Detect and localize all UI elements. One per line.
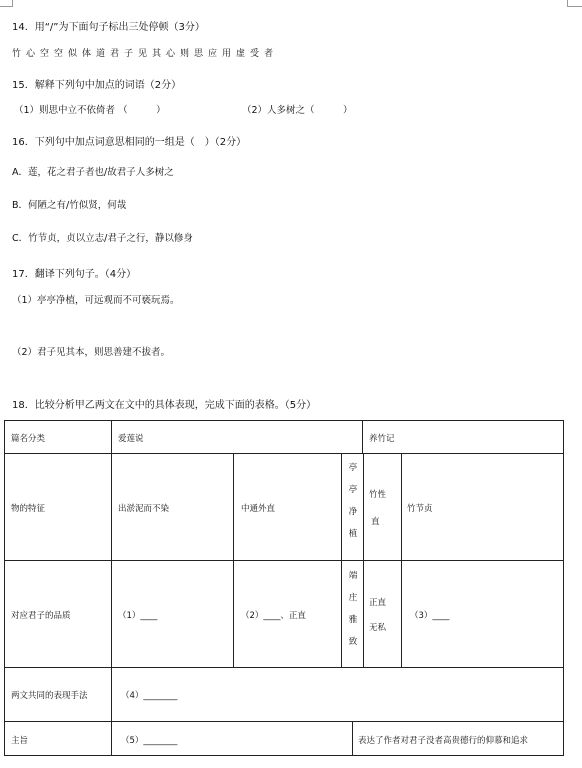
question-17-title: 17．翻译下列句子。（4分）	[12, 269, 137, 280]
table-cell-blank-3[interactable]: （3）____	[410, 611, 450, 621]
vertical-char: 植	[348, 529, 358, 539]
table-cell-blank-4[interactable]: （4）________	[121, 691, 178, 701]
vertical-char: 雅	[348, 615, 358, 625]
table-cell-theme-label: 主旨	[11, 736, 29, 746]
table-row-divider	[5, 453, 563, 454]
table-cell-lotus-feature-3-vertical	[345, 457, 361, 545]
question-16-option-a: A．莲，花之君子者也/故君子人多树之	[12, 167, 174, 178]
table-cell-technique-label: 两文共同的表现手法	[11, 691, 88, 701]
table-col-divider	[401, 453, 402, 667]
question-14-sentence: 竹心空空似体道君子见其心则思应用虚受者	[12, 49, 279, 59]
table-cell-lotus-feature-1: 出淤泥而不染	[118, 504, 170, 514]
table-cell-blank-1[interactable]: （1）____	[118, 611, 158, 621]
table-col-divider	[363, 453, 364, 667]
table-cell-lotus-feature-2: 中通外直	[241, 504, 276, 514]
question-17-item-1: （1）亭亭净植，可远观而不可亵玩焉。	[12, 295, 180, 306]
vertical-char: 端	[348, 571, 358, 581]
comparison-table	[4, 420, 564, 756]
question-17-item-2: （2）君子见其本，则思善建不拔者。	[12, 347, 171, 358]
question-15-item-2: （2）人多树之（ ）	[242, 105, 353, 116]
vertical-char: 致	[348, 637, 358, 647]
table-cell-bamboo-feature-2: 竹节贞	[407, 504, 433, 514]
table-cell-blank-2[interactable]: （2）____、正直	[241, 611, 306, 621]
question-15-title: 15．解释下列句中加点的词语（2分）	[12, 80, 182, 91]
page-corner-mark-left	[0, 0, 13, 7]
table-cell-bamboo-quality-1: 正直	[369, 598, 387, 608]
table-cell-yangzhuji: 养竹记	[369, 434, 395, 444]
table-col-divider	[362, 421, 363, 453]
page-corner-mark-right	[567, 0, 582, 7]
table-row-divider	[5, 667, 563, 668]
table-cell-bamboo-quality-2: 无私	[369, 623, 387, 633]
table-cell-quality-vertical	[345, 565, 361, 653]
question-16-option-b: B．何陋之有/竹似贤，何哉	[12, 200, 127, 211]
vertical-char: 亭	[348, 485, 358, 495]
question-18-title: 18．比较分析甲乙两文在文中的具体表现，完成下面的表格。（5分）	[12, 400, 317, 411]
table-row-divider	[5, 560, 563, 561]
table-cell-blank-5[interactable]: （5）________	[121, 736, 178, 746]
table-col-divider	[233, 453, 234, 667]
table-cell-ailianshuo: 爱莲说	[118, 434, 144, 444]
table-cell-category-label: 篇名分类	[11, 434, 46, 444]
question-15-item-1: （1）则思中立不依倚者 （ ）	[14, 105, 166, 116]
table-col-divider	[111, 421, 112, 755]
vertical-char: 净	[348, 507, 358, 517]
table-row-divider	[5, 721, 563, 722]
vertical-char: 庄	[348, 593, 358, 603]
table-cell-bamboo-feature-1a: 竹性	[369, 490, 387, 500]
table-cell-quality-label: 对应君子的品质	[11, 611, 71, 621]
table-cell-feature-label: 物的特征	[11, 504, 46, 514]
question-16-option-c: C．竹节贞，贞以立志/君子之行，静以修身	[12, 233, 193, 244]
vertical-char: 亭	[348, 463, 358, 473]
table-cell-theme-text: 表达了作者对君子没者高贵德行的仰慕和追求	[358, 736, 529, 746]
table-col-divider	[341, 453, 342, 667]
table-col-divider	[352, 721, 353, 755]
question-16-title: 16．下列句中加点词意思相同的一组是（ ）（2分）	[12, 137, 247, 148]
question-14-title: 14．用“/”为下面句子标出三处停顿（3分）	[12, 22, 205, 33]
table-cell-bamboo-feature-1b: 直	[371, 517, 380, 527]
